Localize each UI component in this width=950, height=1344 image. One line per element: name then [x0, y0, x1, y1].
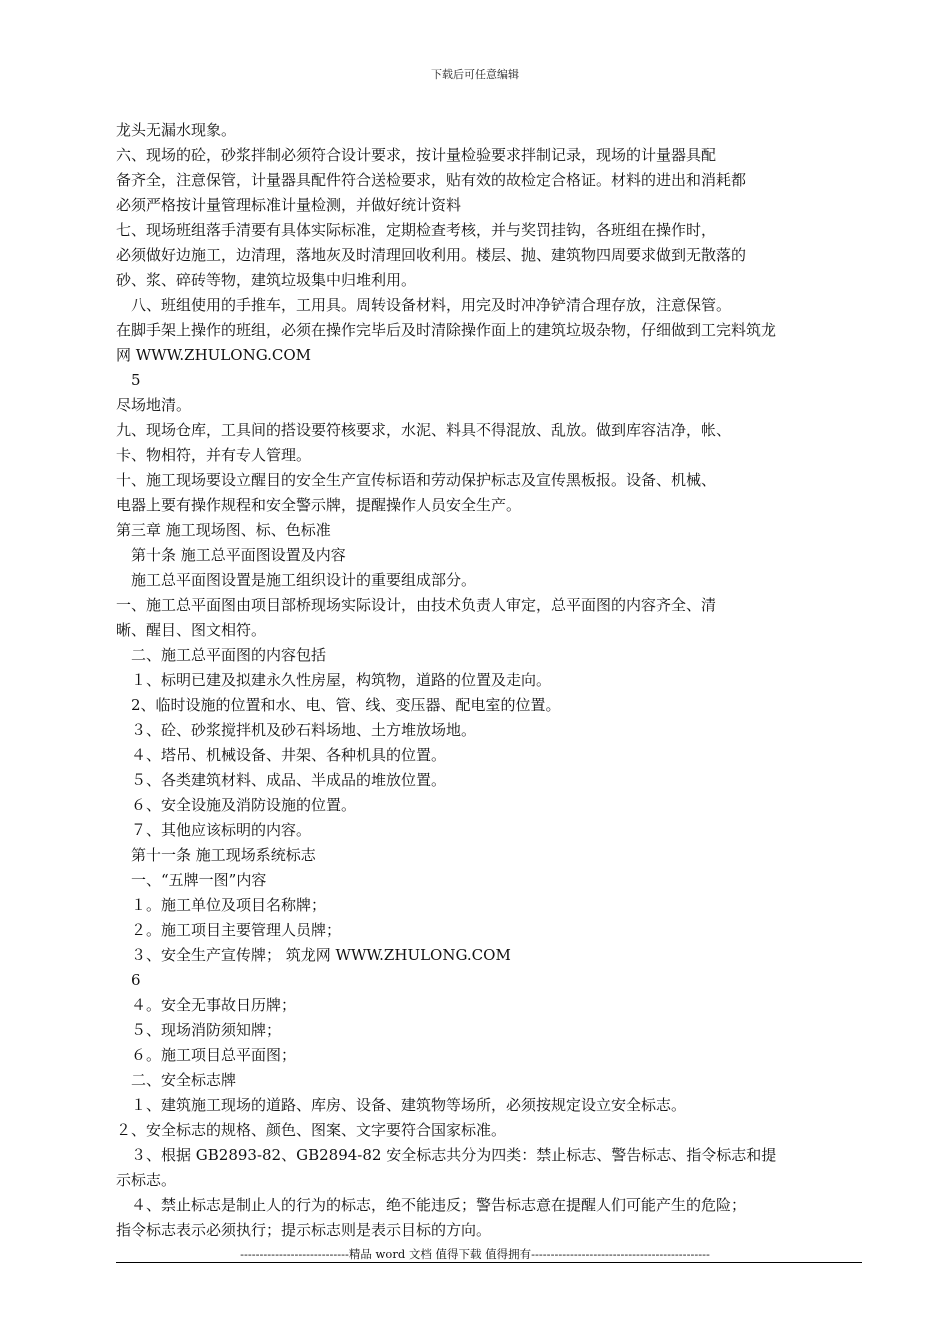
document-body — [116, 118, 876, 1243]
page-footer: ----------------------------精品 word 文档 值得下载 值得拥有---------------------------------------------- — [240, 1247, 710, 1261]
text-line: ６。施工项目总平面图； — [116, 1046, 297, 1064]
text-line: 5 — [116, 371, 141, 389]
text-line: ２。施工项目主要管理人员牌； — [116, 921, 342, 939]
text-line: 砂、浆、碎砖等物，建筑垃圾集中归堆利用。 — [116, 271, 417, 289]
text-line: 6 — [116, 971, 141, 989]
text-line: 七、现场班组落手清要有具体实际标准，定期检查考核，并与奖罚挂钩，各班组在操作时， — [116, 221, 717, 239]
text-line: 2、临时设施的位置和水、电、管、线、变压器、配电室的位置。 — [116, 696, 561, 714]
text-line: 一、施工总平面图由项目部桥现场实际设计，由技术负责人审定，总平面图的内容齐全、清 — [116, 596, 717, 614]
text-line: ７、其他应该标明的内容。 — [116, 821, 312, 839]
text-line: １。施工单位及项目名称牌； — [116, 896, 327, 914]
text-line: 二、安全标志牌 — [116, 1071, 237, 1089]
text-line: 晰、醒目、图文相符。 — [116, 621, 267, 639]
text-line: ３、根据 GB2893-82、GB2894-82 安全标志共分为四类：禁止标志、警告标志、指令标志和提 — [116, 1146, 777, 1164]
text-line: 尽场地清。 — [116, 396, 192, 414]
text-line: １、标明已建及拟建永久性房屋，构筑物，道路的位置及走向。 — [116, 671, 552, 689]
text-line: 一、“五牌一图”内容 — [116, 871, 267, 889]
text-line: ４。安全无事故日历牌； — [116, 996, 297, 1014]
text-line: ４、禁止标志是制止人的行为的标志，绝不能违反；警告标志意在提醒人们可能产生的危险； — [116, 1196, 747, 1214]
text-line: 第三章 施工现场图、标、色标准 — [116, 521, 331, 539]
page-header: 下载后可任意编辑 — [431, 68, 519, 81]
text-line: 施工总平面图设置是施工组织设计的重要组成部分。 — [116, 571, 477, 589]
text-line: ２、安全标志的规格、颜色、图案、文字要符合国家标准。 — [116, 1121, 507, 1139]
text-line: 指令标志表示必须执行；提示标志则是表示目标的方向。 — [116, 1221, 492, 1239]
text-line: 网 WWW.ZHULONG.COM — [116, 346, 312, 364]
text-line: 卡、物相符，并有专人管理。 — [116, 446, 312, 464]
text-line: 第十一条 施工现场系统标志 — [116, 846, 316, 864]
text-line: 六、现场的砼，砂浆拌制必须符合设计要求，按计量检验要求拌制记录，现场的计量器具配 — [116, 146, 717, 164]
text-line: ５、现场消防须知牌； — [116, 1021, 282, 1039]
text-line: 八、班组使用的手推车，工用具。周转设备材料，用完及时冲净铲清合理存放，注意保管。 — [116, 296, 732, 314]
text-line: ３、安全生产宣传牌； 筑龙网 WWW.ZHULONG.COM — [116, 946, 511, 964]
footer-divider — [116, 1262, 862, 1263]
text-line: 必须严格按计量管理标准计量检测，并做好统计资料 — [116, 196, 462, 214]
text-line: 十、施工现场要设立醒目的安全生产宣传标语和劳动保护标志及宣传黑板报。设备、机械、 — [116, 471, 717, 489]
text-line: 电器上要有操作规程和安全警示牌，提醒操作人员安全生产。 — [116, 496, 522, 514]
text-line: ５、各类建筑材料、成品、半成品的堆放位置。 — [116, 771, 447, 789]
text-line: 二、施工总平面图的内容包括 — [116, 646, 327, 664]
text-line: 九、现场仓库，工具间的搭设要符核要求，水泥、料具不得混放、乱放。做到库容洁净，帐、 — [116, 421, 732, 439]
text-line: 龙头无漏水现象。 — [116, 121, 237, 139]
text-line: ６、安全设施及消防设施的位置。 — [116, 796, 357, 814]
text-line: ４、塔吊、机械设备、井架、各种机具的位置。 — [116, 746, 447, 764]
text-line: 在脚手架上操作的班组，必须在操作完毕后及时清除操作面上的建筑垃圾杂物，仔细做到工完料筑龙 — [116, 321, 777, 339]
text-line: 第十条 施工总平面图设置及内容 — [116, 546, 346, 564]
text-line: ３、砼、砂浆搅拌机及砂石料场地、土方堆放场地。 — [116, 721, 477, 739]
text-line: 必须做好边施工，边清理，落地灰及时清理回收利用。楼层、抛、建筑物四周要求做到无散落的 — [116, 246, 747, 264]
text-line: １、建筑施工现场的道路、库房、设备、建筑物等场所，必须按规定设立安全标志。 — [116, 1096, 687, 1114]
text-line: 示标志。 — [116, 1171, 177, 1189]
text-line: 备齐全，注意保管，计量器具配件符合送检要求，贴有效的故检定合格证。材料的进出和消耗都 — [116, 171, 747, 189]
